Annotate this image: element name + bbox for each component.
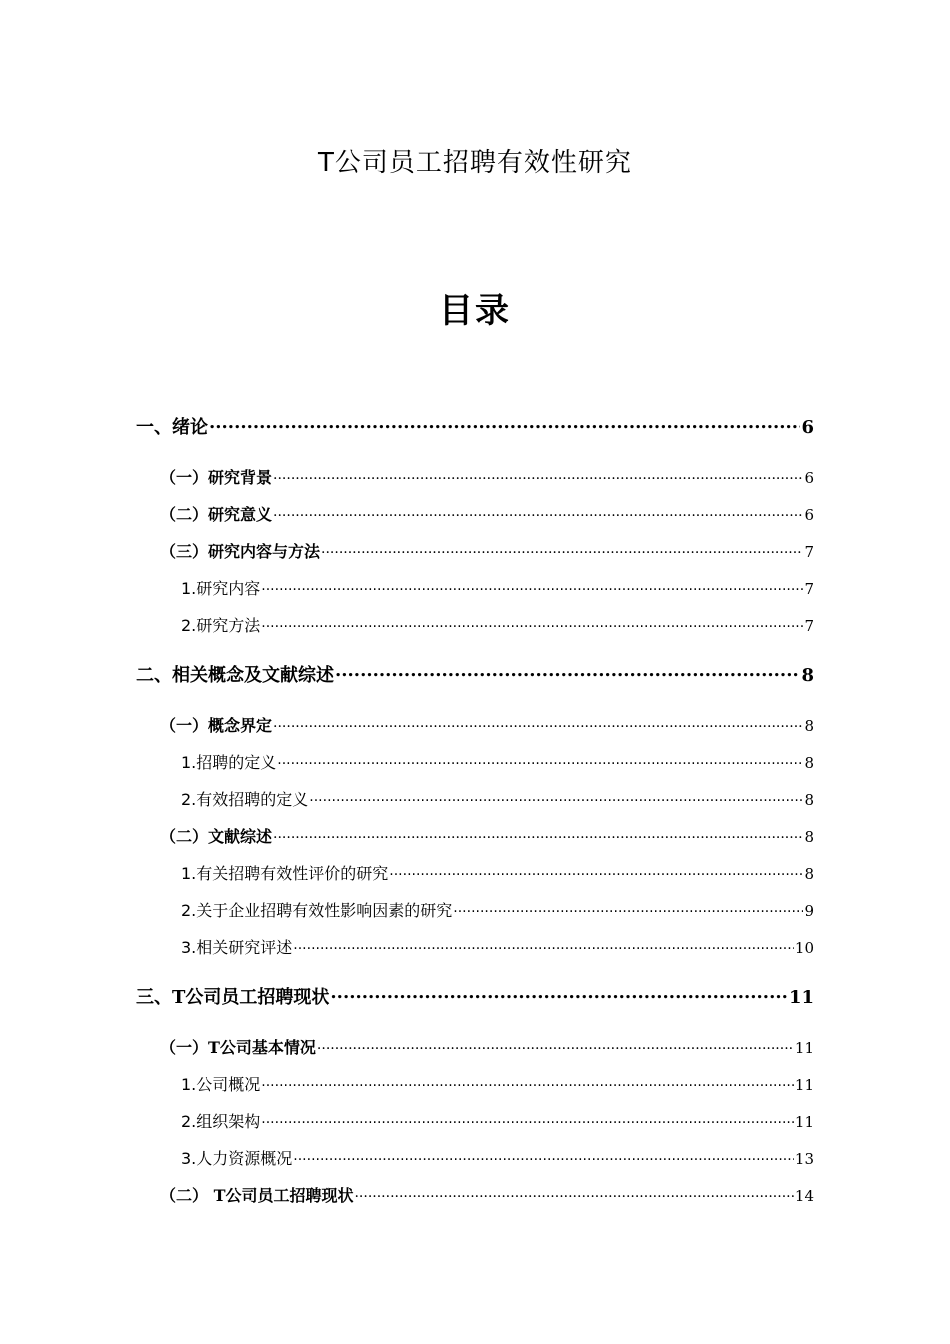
toc-subsection-entry[interactable] xyxy=(181,787,814,810)
toc-entry-label: 二、相关概念及文献综述 xyxy=(136,665,334,686)
toc-entry-label: 2.组织架构 xyxy=(181,1112,261,1131)
dot-leader xyxy=(261,615,803,631)
toc-entry-label: 3.相关研究评述 xyxy=(181,938,293,957)
toc-entry-label: （二）文献综述 xyxy=(160,827,273,846)
dot-leader xyxy=(209,415,800,433)
dot-leader xyxy=(293,1148,794,1164)
toc-page-number: 8 xyxy=(801,665,814,686)
dot-leader xyxy=(261,1074,794,1090)
toc-page-number: 11 xyxy=(788,987,814,1008)
toc-subsection-entry[interactable] xyxy=(181,1072,814,1095)
toc-section-entry[interactable] xyxy=(160,539,814,562)
toc-entry-label: 2.有效招聘的定义 xyxy=(181,790,309,809)
toc-page-number: 14 xyxy=(794,1187,814,1205)
dot-leader xyxy=(273,504,803,520)
toc-section-entry[interactable] xyxy=(160,465,814,488)
toc-chapter-entry[interactable] xyxy=(136,983,814,1009)
toc-page-number: 6 xyxy=(801,417,814,438)
toc-subsection-entry[interactable] xyxy=(181,576,814,599)
toc-entry-label: 1.研究内容 xyxy=(181,579,261,598)
toc-entry-label: 1.招聘的定义 xyxy=(181,753,277,772)
toc-subsection-entry[interactable] xyxy=(181,613,814,636)
toc-section-entry[interactable] xyxy=(160,713,814,736)
toc-page-number: 8 xyxy=(804,791,814,809)
toc-entry-label: 3.人力资源概况 xyxy=(181,1149,293,1168)
toc-entry-label: （三）研究内容与方法 xyxy=(160,542,321,561)
toc-subsection-entry[interactable] xyxy=(181,1146,814,1169)
toc-page-number: 10 xyxy=(794,939,814,957)
toc-page-number: 13 xyxy=(794,1150,814,1168)
dot-leader xyxy=(389,863,803,879)
toc-page-number: 11 xyxy=(794,1076,814,1094)
toc-page-number: 8 xyxy=(804,865,814,883)
toc-section-entry[interactable] xyxy=(160,1035,814,1058)
dot-leader xyxy=(453,900,803,916)
toc-page-number: 7 xyxy=(804,543,814,561)
toc-page-number: 11 xyxy=(794,1113,814,1131)
dot-leader xyxy=(261,1111,794,1127)
toc-subsection-entry[interactable] xyxy=(181,861,814,884)
toc-section-entry[interactable] xyxy=(160,824,814,847)
toc-entry-label: （一）概念界定 xyxy=(160,716,273,735)
toc-subsection-entry[interactable] xyxy=(181,935,814,958)
toc-page-number: 8 xyxy=(804,828,814,846)
toc-entry-label: （一）研究背景 xyxy=(160,468,273,487)
toc-subsection-entry[interactable] xyxy=(181,898,814,921)
toc-entry-label: 2.关于企业招聘有效性影响因素的研究 xyxy=(181,901,453,920)
toc-page-number: 8 xyxy=(804,717,814,735)
document-title: T公司员工招聘有效性研究 xyxy=(318,148,632,178)
toc-subsection-entry[interactable] xyxy=(181,1109,814,1132)
toc-entry-label: 1.有关招聘有效性评价的研究 xyxy=(181,864,389,883)
dot-leader xyxy=(293,937,794,953)
dot-leader xyxy=(277,752,803,768)
toc-page-number: 11 xyxy=(794,1039,814,1057)
dot-leader xyxy=(321,541,803,557)
toc-page-number: 8 xyxy=(804,754,814,772)
toc-entry-label: 一、绪论 xyxy=(136,417,208,438)
dot-leader xyxy=(273,467,803,483)
toc-entry-label: （一）T公司基本情况 xyxy=(160,1038,316,1057)
toc-entry-label: （二）研究意义 xyxy=(160,505,273,524)
dot-leader xyxy=(273,715,803,731)
toc-chapter-entry[interactable] xyxy=(136,661,814,687)
toc-entry-label: （二） T公司员工招聘现状 xyxy=(160,1186,354,1205)
dot-leader xyxy=(261,578,803,594)
toc-entry-label: 2.研究方法 xyxy=(181,616,261,635)
toc-entry-label: 1.公司概况 xyxy=(181,1075,261,1094)
toc-subsection-entry[interactable] xyxy=(181,750,814,773)
dot-leader xyxy=(335,663,800,681)
toc-page-number: 7 xyxy=(804,617,814,635)
toc-page-number: 6 xyxy=(804,506,814,524)
toc-page-number: 6 xyxy=(804,469,814,487)
toc-page-number: 7 xyxy=(804,580,814,598)
dot-leader xyxy=(330,985,788,1003)
toc-page-number: 9 xyxy=(804,902,814,920)
toc-heading: 目录 xyxy=(439,291,511,331)
toc-chapter-entry[interactable] xyxy=(136,413,814,439)
toc-entry-label: 三、T公司员工招聘现状 xyxy=(136,987,330,1008)
dot-leader xyxy=(273,826,803,842)
dot-leader xyxy=(317,1037,794,1053)
dot-leader xyxy=(354,1185,793,1201)
toc-section-entry[interactable] xyxy=(160,1183,814,1206)
dot-leader xyxy=(309,789,803,805)
toc-section-entry[interactable] xyxy=(160,502,814,525)
